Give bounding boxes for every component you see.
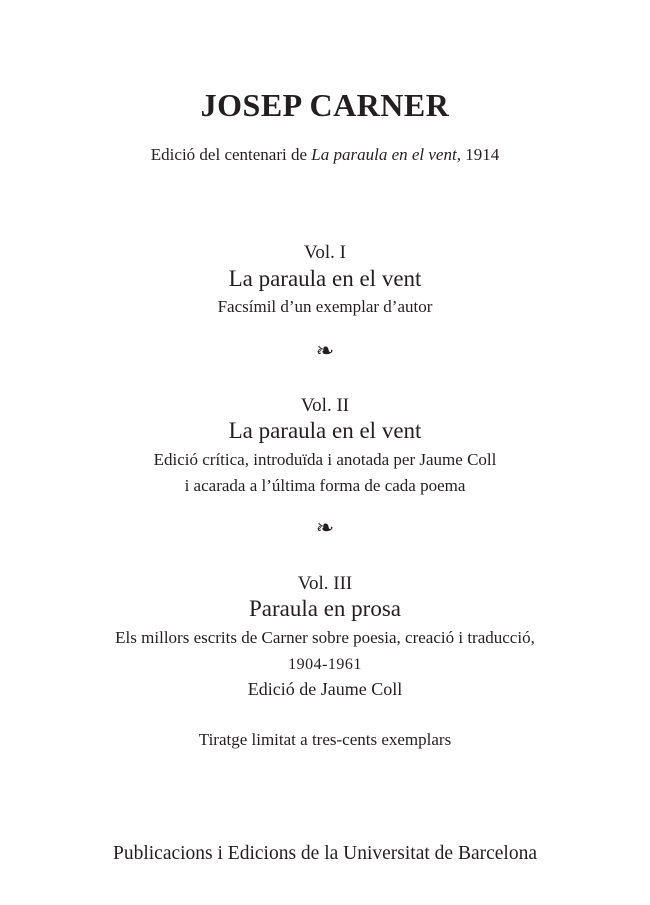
edition-subtitle-work-title: La paraula en el vent [311,145,457,164]
volume-1-description: Facsímil d’un exemplar d’autor [217,297,433,316]
edition-subtitle-prefix: Edició del centenari de [150,145,312,164]
volume-2-label: Vol. II [300,395,350,416]
volume-1-label: Vol. I [304,242,346,263]
edition-subtitle [0,145,650,165]
author-title: JOSEP CARNER [200,87,450,123]
volume-1-title: La paraula en el vent [228,266,422,291]
volume-3-description-line-1: Els millors escrits de Carner sobre poesia, creació i traducció, [115,628,535,647]
print-run-limitation: Tiratge limitat a tres-cents exemplars [198,730,452,749]
edition-subtitle-year: , 1914 [456,145,500,164]
volume-3-label: Vol. III [297,573,353,594]
publisher-imprint: Publicacions i Edicions de la Universitat de Barcelona [112,843,537,864]
volume-3-years: 1904-1961 [288,656,362,673]
volume-2-title: La paraula en el vent [228,418,422,443]
fleuron-ornament-icon: ❧ [315,339,335,364]
volume-2-description-line-1: Edició crítica, introduïda i anotada per Jaume Coll [153,450,497,469]
volume-3-title: Paraula en prosa [249,596,401,621]
volume-2-description-line-2: i acarada a l’última forma de cada poema [184,476,466,495]
fleuron-ornament-icon: ❧ [315,516,335,541]
volume-3-editor: Edició de Jaume Coll [247,679,403,699]
